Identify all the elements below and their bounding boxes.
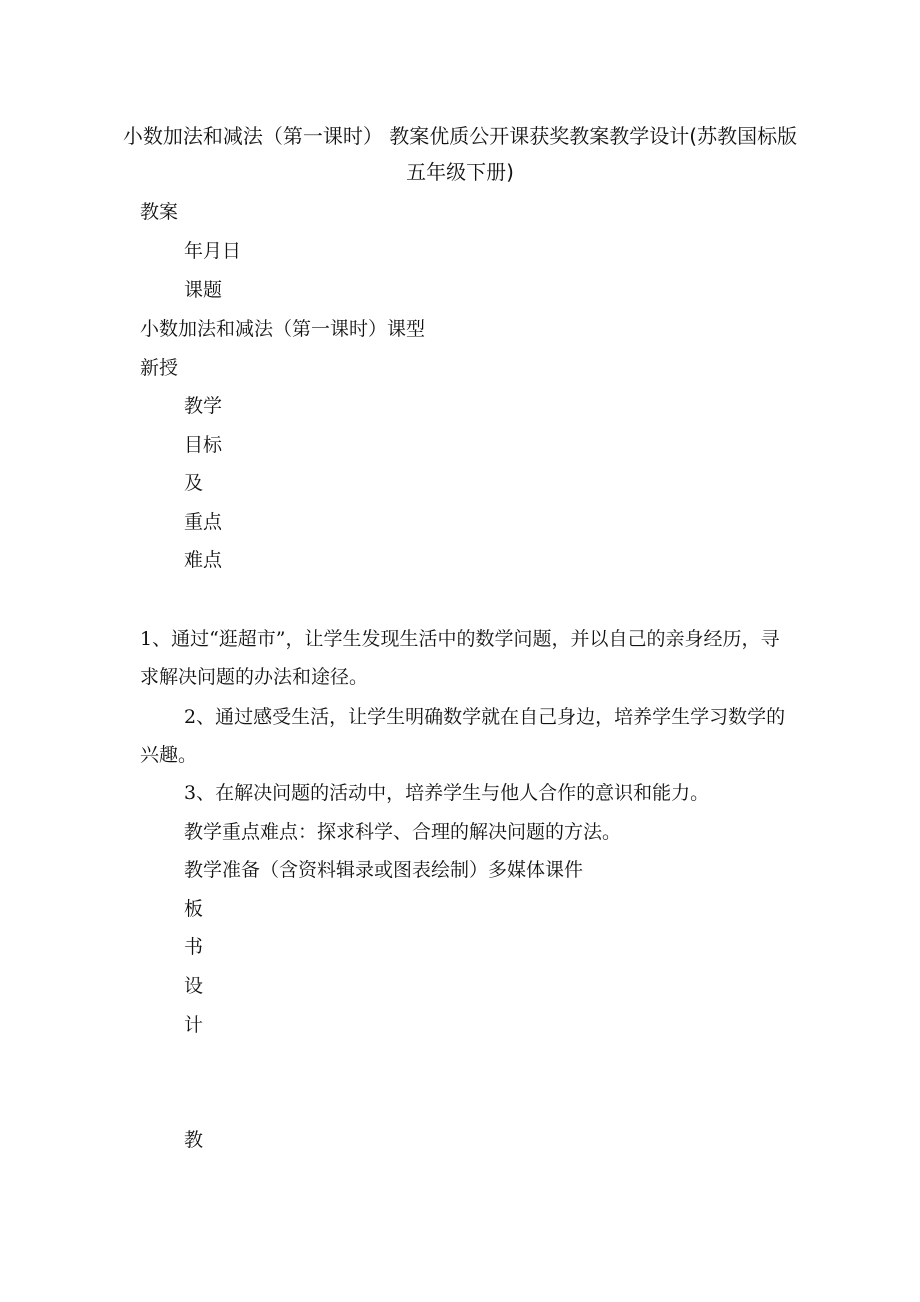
text-line-mubiao: 目标 — [184, 434, 223, 456]
text-line-goal-3: 3、在解决问题的活动中，培养学生与他人合作的意识和能力。 — [184, 782, 710, 804]
text-line-shu: 书 — [184, 936, 204, 958]
document-title: 小数加法和减法（第一课时） 教案优质公开课获奖教案教学设计(苏教国标版五年级下册) — [122, 124, 798, 184]
text-line-jiaoan: 教案 — [140, 201, 179, 223]
text-line-key-points: 教学重点难点：探求科学、合理的解决问题的方法。 — [184, 821, 622, 843]
text-line-jiao: 教 — [184, 1129, 204, 1151]
text-line-ji: 及 — [184, 472, 204, 494]
text-line-ji-design: 计 — [184, 1014, 204, 1036]
text-line-keti: 课题 — [184, 279, 223, 301]
text-line-nandian: 难点 — [184, 549, 223, 571]
text-line-ban: 板 — [184, 898, 204, 920]
text-line-lesson-title: 小数加法和减法（第一课时）课型 — [140, 318, 426, 340]
paragraph-goal-1: 1、通过“逛超市”，让学生发现生活中的数学问题，并以自己的亲身经历，寻求解决问题的办法和途径。 — [140, 628, 780, 688]
text-line-xinshou: 新授 — [140, 357, 179, 379]
text-line-preparation: 教学准备（含资料辑录或图表绘制）多媒体课件 — [184, 859, 584, 881]
text-line-date: 年月日 — [184, 240, 242, 262]
paragraph-goal-2: 2、通过感受生活，让学生明确数学就在自己身边，培养学生学习数学的兴趣。 — [140, 706, 786, 766]
text-line-zhongdian: 重点 — [184, 511, 223, 533]
text-line-she: 设 — [184, 975, 204, 997]
text-line-jiaoxue: 教学 — [184, 395, 223, 417]
